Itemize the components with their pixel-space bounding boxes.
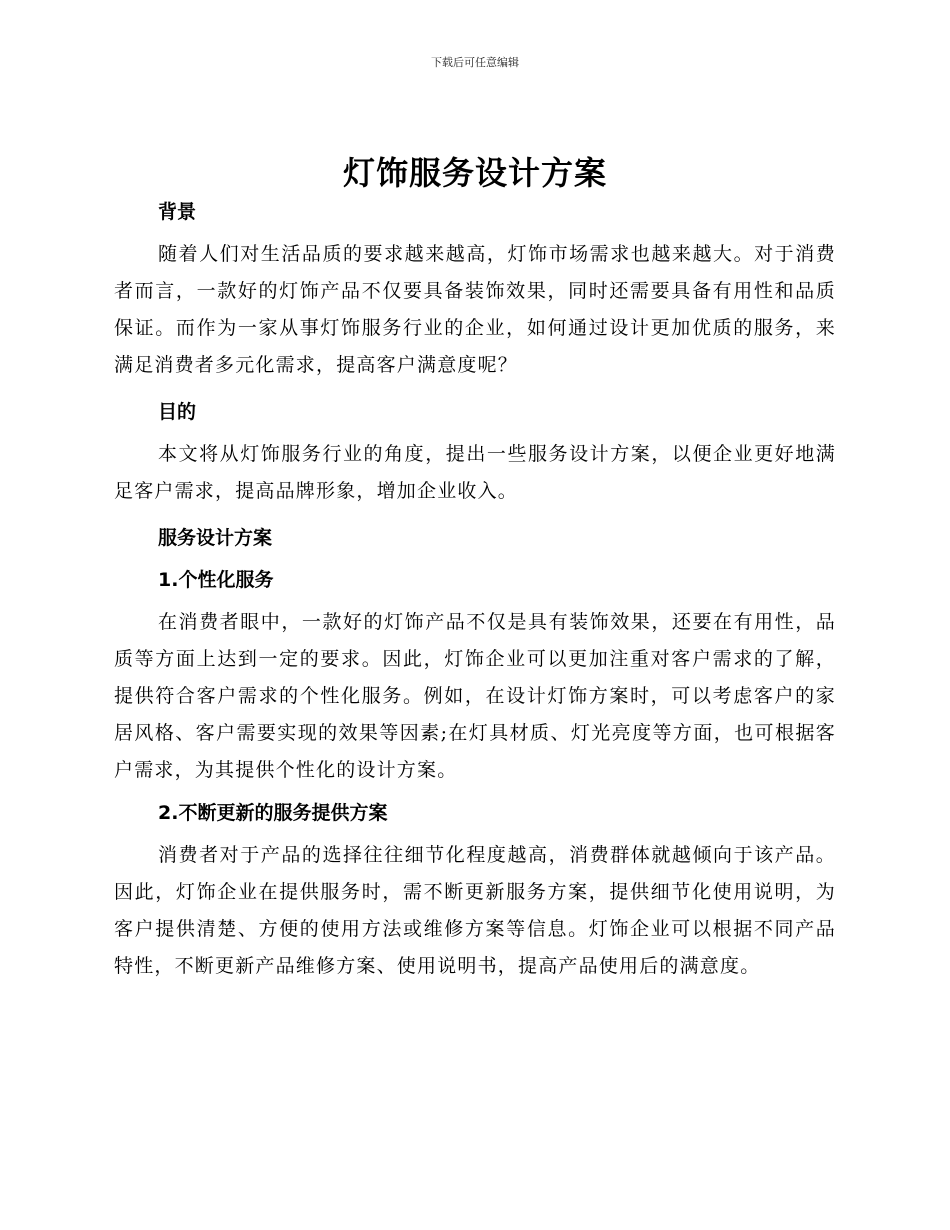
- document-title: 灯饰服务设计方案: [342, 154, 607, 192]
- section-heading-design: 服务设计方案: [158, 527, 273, 549]
- paragraph-purpose: 本文将从灯饰服务行业的角度，提出一些服务设计方案，以便企业更好地满足客户需求，提高品牌形象，增加企业收入。: [114, 443, 836, 502]
- header-note: 下载后可任意编辑: [431, 56, 519, 69]
- section-heading-background: 背景: [158, 201, 197, 223]
- paragraph-personalized: 在消费者眼中，一款好的灯饰产品不仅是具有装饰效果，还要在有用性，品质等方面上达到一定的要求。因此，灯饰企业可以更加注重对客户需求的了解，提供符合客户需求的个性化服务。例如，在设计灯饰方案时，可以考虑客户的家居风格、客户需要实现的效果等因素;在灯具材质、灯光亮度等方面，也可根据客户需求，为其提供个性化的设计方案。: [114, 611, 836, 781]
- paragraph-updating: 消费者对于产品的选择往往细节化程度越高，消费群体就越倾向于该产品。因此，灯饰企业在提供服务时，需不断更新服务方案，提供细节化使用说明，为客户提供清楚、方便的使用方法或维修方案等信息。灯饰企业可以根据不同产品特性，不断更新产品维修方案、使用说明书，提高产品使用后的满意度。: [114, 844, 836, 977]
- subsection-heading-personalized: 1.个性化服务: [158, 569, 274, 591]
- document-body: [114, 194, 836, 985]
- section-heading-purpose: 目的: [158, 401, 197, 423]
- subsection-heading-updating: 2.不断更新的服务提供方案: [158, 802, 388, 824]
- paragraph-background: 随着人们对生活品质的要求越来越高，灯饰市场需求也越来越大。对于消费者而言，一款好的灯饰产品不仅要具备装饰效果，同时还需要具备有用性和品质保证。而作为一家从事灯饰服务行业的企业，如何通过设计更加优质的服务，来满足消费者多元化需求，提高客户满意度呢？: [114, 243, 836, 376]
